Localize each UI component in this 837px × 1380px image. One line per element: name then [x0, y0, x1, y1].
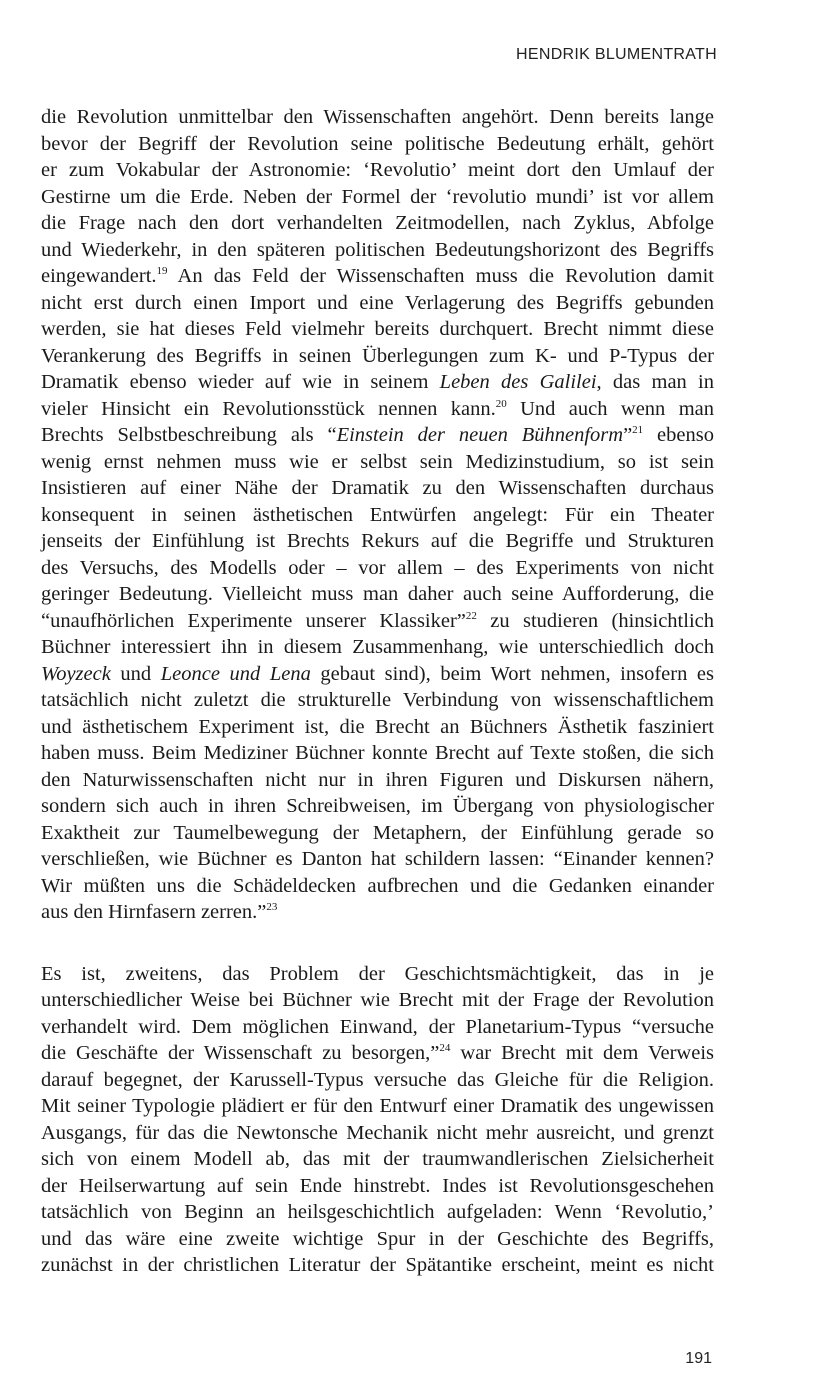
- text-run: “unaufhörlichen Experimente unserer Klassiker”: [41, 609, 466, 632]
- text-line: Büchner interessiert ihn in diesem Zusammenhang, wie unterschiedlich doch: [41, 636, 714, 658]
- footnote-ref[interactable]: 21: [632, 424, 644, 436]
- work-title-italic: Leonce und Lena: [160, 662, 311, 685]
- text-line: Ausgangs, für das die Newtonsche Mechanik nicht mehr ausreicht, und grenzt: [41, 1121, 714, 1144]
- text-run: zu studieren (hinsichtlich: [476, 609, 714, 632]
- text-run: An das Feld der Wissenschaften muss die Revolution damit: [167, 265, 714, 287]
- text-line: haben muss. Beim Mediziner Büchner konnte Brecht auf Texte stoßen, die sich: [41, 742, 714, 764]
- paragraph-2: [41, 961, 714, 1279]
- text-line: tatsächlich von Beginn an heilsgeschichtlich aufgeladen: Wenn ‘Revolutio,’: [41, 1201, 714, 1223]
- text-run: Und auch wenn man: [506, 397, 714, 420]
- text-line: verschließen, wie Büchner es Danton hat schildern lassen: “Einander kennen?: [41, 848, 714, 870]
- text-line: und Wiederkehr, in den späteren politischen Bedeutungshorizont des Begriffs: [41, 238, 714, 261]
- text-line: bevor der Begriff der Revolution seine politische Bedeutung erhält, gehört: [41, 132, 714, 155]
- text-run: vieler Hinsicht ein Revolutionsstück nennen kann.: [41, 397, 496, 420]
- page-number: 191: [685, 1350, 712, 1367]
- work-title-italic: Leben des Galilei: [439, 371, 597, 393]
- text-line: und das wäre eine zweite wichtige Spur in der Geschichte des Begriffs,: [41, 1227, 714, 1250]
- footnote-ref[interactable]: 22: [465, 609, 477, 622]
- text-line: [41, 899, 714, 926]
- text-line: [41, 369, 714, 396]
- quote-italic: Einstein der neuen Bühnenform: [336, 424, 624, 446]
- text-line: Verankerung des Begriffs in seinen Überlegungen zum K- und P-Typus der: [41, 344, 714, 367]
- text-line: Exaktheit zur Taumelbewegung der Metaphern, der Einfühlung gerade so: [41, 821, 714, 844]
- text-line: [41, 422, 714, 449]
- text-line: und ästhetischem Experiment ist, die Brecht an Büchners Ästhetik fasziniert: [41, 715, 714, 738]
- text-line: Mit seiner Typologie plädiert er für den Entwurf einer Dramatik des ungewissen: [41, 1095, 714, 1117]
- text-line: des Versuchs, des Modells oder – vor allem – des Experiments von nicht: [41, 556, 714, 579]
- text-line: zunächst in der christlichen Literatur der Spätantike erscheint, meint es nicht: [41, 1254, 714, 1276]
- text-line: werden, sie hat dieses Feld vielmehr bereits durchquert. Brecht nimmt diese: [41, 318, 714, 340]
- paragraph-1: [41, 104, 714, 926]
- text-run: ”: [623, 424, 633, 446]
- text-line: tatsächlich nicht zuletzt die strukturelle Verbindung von wissenschaftlichem: [41, 689, 714, 711]
- text-run: aus den Hirnfasern zerren.”: [41, 901, 267, 923]
- text-line: unterschiedlicher Weise bei Büchner wie Brecht mit der Frage der Revolution: [41, 989, 714, 1011]
- text-line: konsequent in seinen ästhetischen Entwürfen angelegt: Für ein Theater: [41, 503, 714, 526]
- paragraph-gap: [41, 926, 714, 961]
- text-line: nicht erst durch einen Import und eine Verlagerung des Begriffs gebunden: [41, 291, 714, 314]
- text-line: darauf begegnet, der Karussell-Typus versuche das Gleiche für die Religion.: [41, 1068, 714, 1091]
- text-line: [41, 661, 714, 688]
- text-run: gebaut sind), beim Wort nehmen, insofern es: [310, 662, 715, 685]
- body-text: [41, 104, 714, 1279]
- text-run: eingewandert.: [41, 265, 157, 287]
- text-line: wenig ernst nehmen muss wie er selbst sein Medizinstudium, so ist sein: [41, 450, 714, 473]
- text-line: den Naturwissenschaften nicht nur in ihren Figuren und Diskursen nähern,: [41, 768, 714, 791]
- text-run: und: [110, 662, 161, 685]
- text-run: , das man in: [596, 371, 714, 393]
- footnote-ref[interactable]: 19: [156, 265, 168, 277]
- footnote-ref[interactable]: 23: [266, 901, 278, 913]
- text-run: war Brecht mit dem Verweis: [450, 1042, 714, 1064]
- text-line: [41, 1040, 714, 1067]
- running-head: HENDRIK BLUMENTRATH: [516, 46, 717, 63]
- text-run: ebenso: [643, 424, 714, 446]
- footnote-ref[interactable]: 24: [439, 1042, 451, 1054]
- text-line: sondern sich auch in ihren Schreibweisen, im Übergang von physiologischer: [41, 795, 714, 817]
- text-line: [41, 396, 714, 423]
- text-line: Insistieren auf einer Nähe der Dramatik zu den Wissenschaften durchaus: [41, 477, 714, 499]
- text-line: er zum Vokabular der Astronomie: ‘Revolutio’ meint dort den Umlauf der: [41, 159, 714, 181]
- text-line: die Frage nach den dort verhandelten Zeitmodellen, nach Zyklus, Abfolge: [41, 212, 714, 234]
- text-run: Brechts Selbstbeschreibung als “: [41, 424, 337, 446]
- text-line: die Revolution unmittelbar den Wissenschaften angehört. Denn bereits lange: [41, 106, 714, 128]
- text-line: [41, 263, 714, 290]
- text-line: verhandelt wird. Dem möglichen Einwand, der Planetarium-Typus “versuche: [41, 1015, 714, 1038]
- text-line: [41, 608, 714, 635]
- footnote-ref[interactable]: 20: [495, 397, 507, 410]
- text-line: geringer Bedeutung. Vielleicht muss man daher auch seine Aufforderung, die: [41, 583, 714, 605]
- text-line: Wir müßten uns die Schädeldecken aufbrechen und die Gedanken einander: [41, 874, 714, 897]
- text-line: Gestirne um die Erde. Neben der Formel der ‘revolutio mundi’ ist vor allem: [41, 185, 714, 208]
- work-title-italic: Woyzeck: [41, 662, 111, 685]
- text-line: Es ist, zweitens, das Problem der Geschichtsmächtigkeit, das in je: [41, 962, 714, 985]
- text-run: Dramatik ebenso wieder auf wie in seinem: [41, 371, 440, 393]
- text-line: sich von einem Modell ab, das mit der traumwandlerischen Zielsicherheit: [41, 1148, 714, 1170]
- text-line: jenseits der Einfühlung ist Brechts Rekurs auf die Begriffe und Strukturen: [41, 530, 714, 552]
- text-line: der Heilserwartung auf sein Ende hinstrebt. Indes ist Revolutionsgeschehen: [41, 1174, 714, 1197]
- text-run: die Geschäfte der Wissenschaft zu besorgen,”: [41, 1042, 440, 1064]
